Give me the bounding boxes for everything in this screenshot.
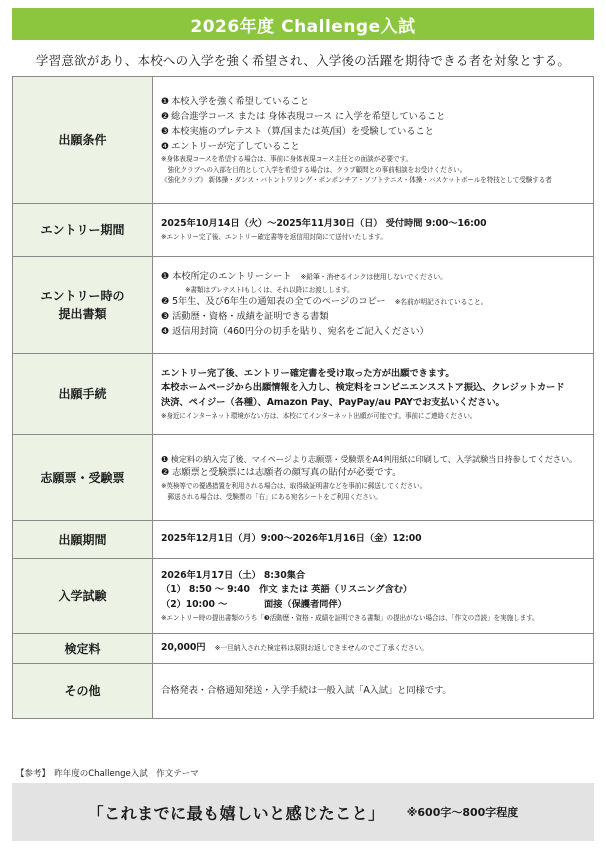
- entry-doc-item: ❷ 5年生、及び6年生の通知表の全てのページのコピー ※名前が明記されていること。: [161, 296, 488, 308]
- entry-period-note: ※エントリー完了後、エントリー確定書等を返信用封筒にて送付いたします。: [161, 233, 387, 242]
- label-application-period: 出願期間: [13, 521, 153, 559]
- qualification-item: ❷ 総合進学コース または 身体表現コース に入学を希望していること: [161, 110, 446, 122]
- label-other: その他: [13, 664, 153, 719]
- content-entry-docs: [153, 257, 594, 354]
- label-ticket: 志願票・受験票: [13, 435, 153, 521]
- ticket-item: ❷ 志願票と受験票には志願者の顔写真の貼付が必要です。: [161, 467, 402, 479]
- entry-doc-subnote: ※書類はプレテストⅠもしくは、それ以降にお渡しします。: [185, 286, 354, 295]
- row-qualification: [13, 77, 594, 204]
- other-text: 合格発表・合格通知発送・入学手続は一般入試「A入試」と同様です。: [161, 684, 452, 696]
- entry-doc-item: ❹ 返信用封筒（460円分の切手を貼り、宛名をご記入ください）: [161, 325, 429, 337]
- procedure-line: 本校ホームページから出願情報を入力し、検定料をコンビニエンスストア振込、クレジットカード: [161, 382, 565, 394]
- reference-count: ※600字～800字程度: [406, 806, 519, 819]
- reference-label: 【参考】 昨年度のChallenge入試 作文テーマ: [16, 769, 199, 779]
- fee-line: [161, 641, 585, 656]
- page-title: 2026年度 Challenge入試: [12, 8, 594, 40]
- label-fee: 検定料: [13, 634, 153, 664]
- entry-doc-item: ❶ 本校所定のエントリーシート ※鉛筆・消せるインクは使用しないでください。: [161, 271, 447, 283]
- content-ticket: [153, 435, 594, 521]
- procedure-line: エントリー完了後、エントリー確定書を受け取った方が出願できます。: [161, 367, 455, 379]
- label-entry-period: エントリー期間: [13, 204, 153, 257]
- intro-text: 学習意欲があり、本校への入学を強く希望され、入学後の活躍を期待できる者を対象とする。: [35, 53, 571, 68]
- label-qualification: 出願条件: [13, 77, 153, 204]
- row-exam: [13, 559, 594, 634]
- ticket-item: ❶ 検定料の納入完了後、マイページより志願票・受験票をA4判用紙に印刷して、入学試験当日持参してください。: [161, 454, 578, 465]
- qualification-note: 強化クラブへの入部を目的として入学を希望する場合は、クラブ顧問との事前相談をお受けください。: [161, 165, 467, 174]
- content-application-period: [153, 521, 594, 559]
- label-exam: 入学試験: [13, 559, 153, 634]
- reference-theme: 「これまでに最も嬉しいと感じたこと」: [87, 803, 385, 823]
- exam-schedule-1: （1） 8:50 ～ 9:40 作文 または 英語（リスニング含む）: [161, 584, 413, 596]
- row-entry-period: [13, 204, 594, 257]
- qualification-item: ❹ エントリーが完了していること: [161, 140, 300, 152]
- qualification-note: 《強化クラブ》 新体操・ダンス・バトントワリング・ポンポンチア・ソフトテニス・体操・バスケットボールを特技として受験する者: [161, 175, 552, 184]
- procedure-note: ※身近にインターネット環境がない方は、本校にてインターネット出願が可能です。事前にご連絡ください。: [161, 412, 477, 421]
- reference-box: [12, 783, 594, 841]
- procedure-line: 決済、ペイジー（各種）、Amazon Pay、PayPay/au PAYでお支払いください。: [161, 397, 505, 409]
- row-application-period: [13, 521, 594, 559]
- exam-schedule-2: （2）10:00 ～ 面接（保護者同伴）: [161, 599, 347, 611]
- row-other: [13, 664, 594, 719]
- entry-period-dates: 2025年10月14日（火）～2025年11月30日（日） 受付時間 9:00～16:00: [161, 218, 487, 230]
- qualification-item: ❶ 本校入学を強く希望していること: [161, 95, 309, 107]
- fee-note: ※一旦納入された検定料は原則お返しできませんのでご了承ください。: [214, 644, 428, 653]
- entry-doc-item: ❸ 活動歴・資格・成績を証明できる書類: [161, 311, 329, 323]
- content-procedure: [153, 354, 594, 435]
- ticket-note: ※英検等での優遇措置を利用される場合は、取得級証明書などを事前に郵送してください。: [161, 482, 427, 491]
- qualification-item: ❸ 本校実施のプレテスト（算/国または英/国）を受験していること: [161, 125, 434, 137]
- fee-amount: 20,000円: [161, 642, 206, 654]
- application-period-dates: 2025年12月1日（月）9:00～2026年1月16日（金）12:00: [161, 533, 422, 545]
- row-entry-docs: [13, 257, 594, 354]
- row-procedure: [13, 354, 594, 435]
- exam-note: ※エントリー時の提出書類のうち「❸活動歴・資格・成績を証明できる書類」の提出がない場合は、「作文の音読」を実施します。: [161, 614, 539, 623]
- content-fee: [153, 634, 594, 664]
- row-fee: [13, 634, 594, 664]
- content-other: [153, 664, 594, 719]
- label-entry-docs: エントリー時の 提出書類: [13, 257, 153, 354]
- content-exam: [153, 559, 594, 634]
- requirements-table: [12, 76, 594, 719]
- content-qualification: [153, 77, 594, 204]
- exam-date: 2026年1月17日（土） 8:30集合: [161, 569, 306, 581]
- label-procedure: 出願手続: [13, 354, 153, 435]
- row-ticket: [13, 435, 594, 521]
- ticket-note: 郵送される場合は、受験票の「右」にある宛名シートをご利用ください。: [161, 492, 382, 501]
- content-entry-period: [153, 204, 594, 257]
- qualification-note: ※身体表現コースを希望する場合は、事前に身体表現コース主任との面談が必要です。: [161, 155, 412, 164]
